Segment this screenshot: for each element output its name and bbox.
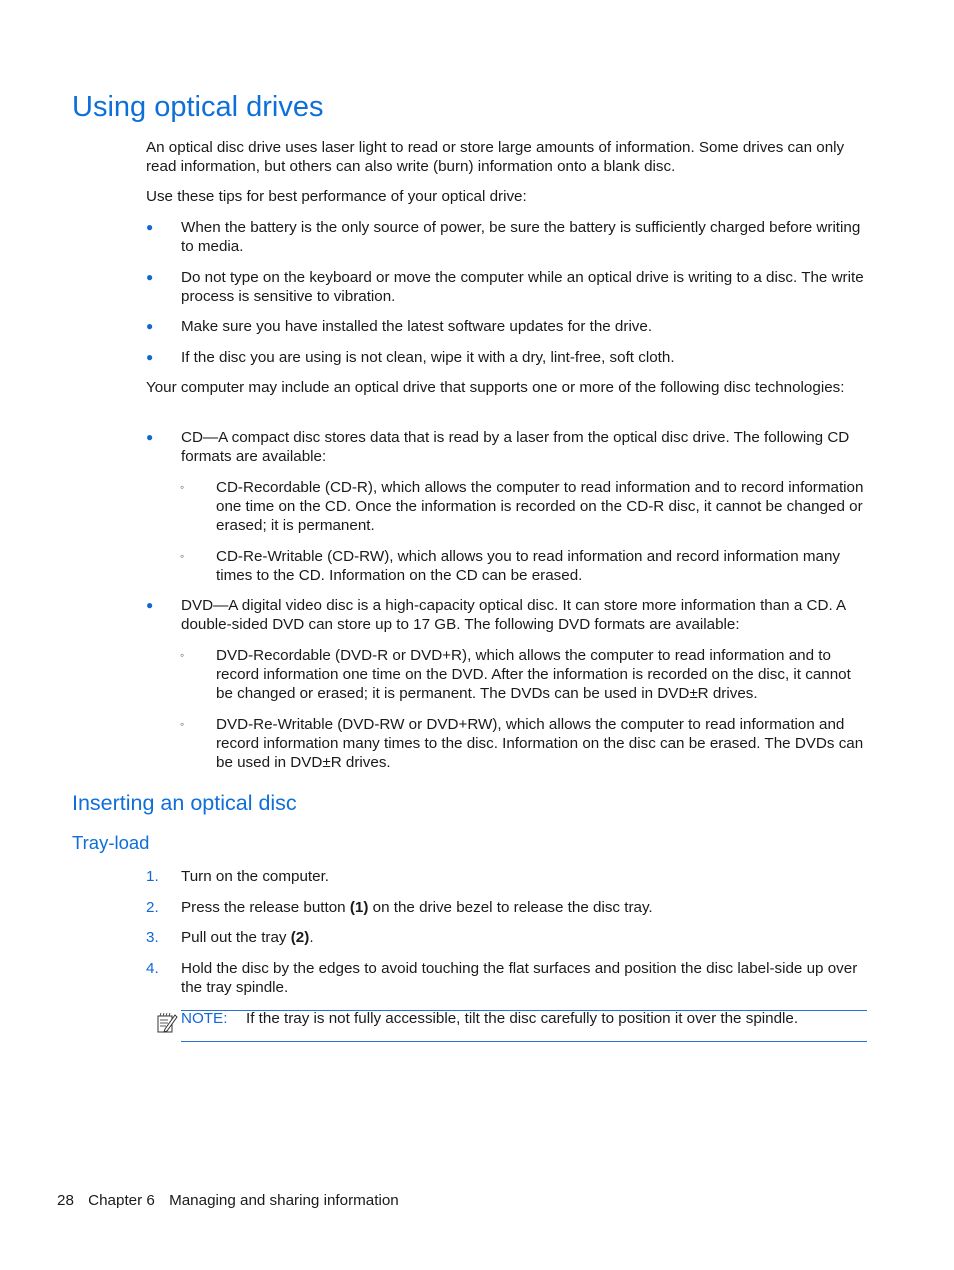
step-item: Press the release button (1) on the drive bezel to release the disc tray. <box>181 899 653 916</box>
note-label: NOTE: <box>181 1010 228 1027</box>
list-item: Make sure you have installed the latest software updates for the drive. <box>181 318 653 335</box>
bullet-icon: ● <box>146 319 154 333</box>
list-item: When the battery is the only source of power, be sure the battery is sufficiently charged before writing to media. <box>181 219 861 255</box>
step-number: 4. <box>146 960 159 977</box>
sub-list-item: DVD-Re-Writable (DVD-RW or DVD+RW), which allows the computer to read information and record information many times to the disc. Information on the disc can be erased. The DVDs can be used in DVD±R drives. <box>216 716 864 771</box>
page-title: Using optical drives <box>72 91 324 123</box>
sub-list-item: DVD-Recordable (DVD-R or DVD+R), which allows the computer to read information and to record information one time on the DVD. After the information is recorded on the disc, it cannot be changed or erased; it is permanent. The DVDs can be used in DVD±R drives. <box>216 647 851 702</box>
section-title: Inserting an optical disc <box>72 791 297 815</box>
step-item: Pull out the tray (2). <box>181 929 314 946</box>
list-item-dvd: DVD—A digital video disc is a high-capacity optical disc. It can store more information than a CD. A double-sided DVD can store up to 17 GB. The following DVD formats are available: <box>181 597 846 633</box>
note-text: If the tray is not fully accessible, tilt the disc carefully to position it over the spindle. <box>246 1010 799 1027</box>
bullet-icon: ● <box>146 430 154 444</box>
sub-bullet-icon: ◦ <box>180 480 185 494</box>
step-number: 1. <box>146 868 159 885</box>
note-pencil-icon <box>156 1010 178 1034</box>
page-footer <box>57 1191 409 1210</box>
page-number: 28 <box>57 1192 74 1209</box>
chapter-label: Chapter 6 <box>88 1192 155 1209</box>
sub-bullet-icon: ◦ <box>180 648 185 662</box>
list-item-cd: CD—A compact disc stores data that is read by a laser from the optical disc drive. The following CD formats are available: <box>181 429 850 465</box>
intro-paragraph: An optical disc drive uses laser light to read or store large amounts of information. Some drives can only read information, but others can also write (burn) information onto a blank disc. <box>146 139 845 175</box>
step-number: 3. <box>146 929 159 946</box>
bullet-icon: ● <box>146 220 154 234</box>
bullet-icon: ● <box>146 350 154 364</box>
list-item: If the disc you are using is not clean, wipe it with a dry, lint-free, soft cloth. <box>181 349 675 366</box>
sub-list-item: CD-Recordable (CD-R), which allows the computer to read information and to record information one time on the CD. Once the information is recorded on the CD-R disc, it cannot be changed or erased; it is permanent. <box>216 479 864 534</box>
bullet-icon: ● <box>146 270 154 284</box>
technologies-intro: Your computer may include an optical drive that supports one or more of the following disc technologies: <box>146 379 845 396</box>
step-item: Hold the disc by the edges to avoid touching the flat surfaces and position the disc label-side up over the tray spindle. <box>181 960 858 996</box>
sub-list-item: CD-Re-Writable (CD-RW), which allows you to read information and record information many times to the CD. Information on the CD can be erased. <box>216 548 841 584</box>
bullet-icon: ● <box>146 598 154 612</box>
chapter-title: Managing and sharing information <box>169 1192 399 1209</box>
step-number: 2. <box>146 899 159 916</box>
sub-bullet-icon: ◦ <box>180 717 185 731</box>
sub-bullet-icon: ◦ <box>180 549 185 563</box>
tips-intro: Use these tips for best performance of your optical drive: <box>146 188 527 205</box>
subsection-title: Tray-load <box>72 832 150 853</box>
step-item: Turn on the computer. <box>181 868 330 885</box>
list-item: Do not type on the keyboard or move the computer while an optical drive is writing to a disc. The write process is sensitive to vibration. <box>181 269 864 305</box>
